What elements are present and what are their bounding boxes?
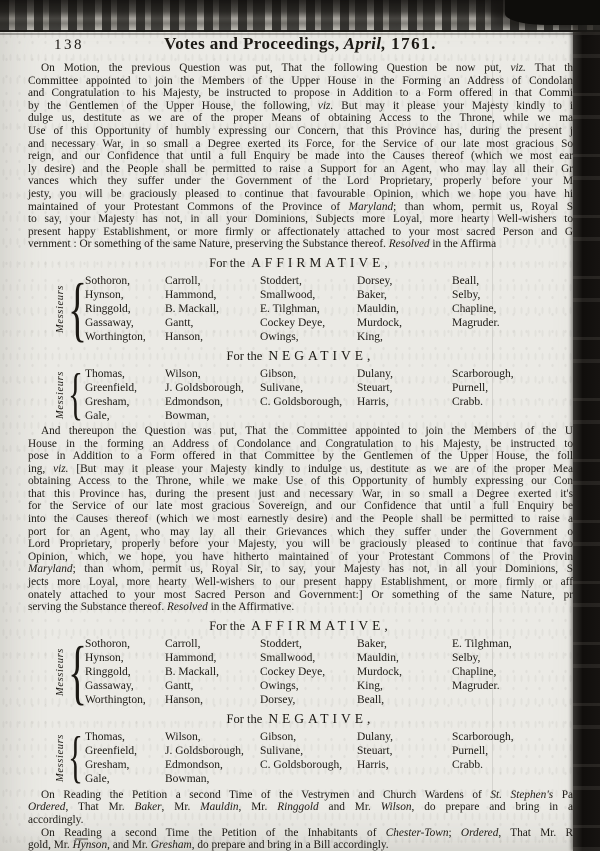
vote-heading-negative-1 <box>28 348 573 364</box>
vote-name-column <box>260 637 357 707</box>
voter-name: Purnell, <box>452 744 489 757</box>
vote-table-negative-2 <box>28 725 573 789</box>
text-line: pose in Addition to a Form offered in that Committee by the Gentlemen of the Upper House, the foll <box>28 450 573 463</box>
voter-name: Mauldin, <box>357 651 399 664</box>
voter-name: Selby, <box>452 288 481 301</box>
messieurs-text: Messieurs <box>55 370 66 419</box>
text-line: maintained of your Protestant Commons of the Province of Maryland; than whom, permit us, Royal S <box>28 200 573 213</box>
voter-name: Edmondson, <box>165 758 223 771</box>
text-line: jesty, you will be graciously pleased to continue that favourable Opinion, which we hope you have hi <box>28 187 573 200</box>
vote-columns <box>85 367 573 423</box>
voter-name: Gresham, <box>85 758 130 771</box>
voter-name: Hynson, <box>85 288 124 301</box>
voter-name: Gale, <box>85 772 110 785</box>
text-line: Lord Proprietary, properly before your Majesty, you will be graciously pleased to continue that favo <box>28 538 573 551</box>
page-content <box>28 33 573 851</box>
vote-heading-affirmative-2 <box>28 618 573 634</box>
voter-name: Thomas, <box>85 730 125 743</box>
right-scan-edge <box>573 0 600 851</box>
messieurs-text: Messieurs <box>55 733 66 782</box>
text-line: serving the Substance thereof. Resolved in the Affirmative. <box>28 601 295 614</box>
voter-name: Gantt, <box>165 679 194 692</box>
text-line: jects more Loyal, more hearty Well-wishers to our present happy Establishment, or more firmly or aff <box>28 576 573 589</box>
voter-name: Purnell, <box>452 381 489 394</box>
voter-name: Steuart, <box>357 744 393 757</box>
voter-name: E. Tilghman, <box>452 637 512 650</box>
voter-name: Dulany, <box>357 730 393 743</box>
text-line: On Reading the Petition a second Time of the Vestrymen and Church Wardens of St. Stephen's Pa <box>41 788 574 801</box>
voter-name: Gantt, <box>165 316 194 329</box>
text-line: Opinion, which, we hope, you have hitherto maintained of your Protestant Commons of the Provin <box>28 550 573 563</box>
voter-name: Murdock, <box>357 316 403 329</box>
vote-name-column <box>260 274 357 344</box>
text-line: onately attached to your most Sacred Person and Government:] Or something of the same Nature, pr <box>28 588 573 601</box>
vote-name-column <box>260 730 357 786</box>
text-line: Maryland; than whom, permit us, Royal Sir, to say, your Majesty has not, in all your Dominions, S <box>28 563 573 576</box>
text-line: accordingly. <box>28 814 84 826</box>
text-line: by the Gentlemen of the Upper House, the following, viz. But may it please your Majesty kindly to i <box>28 99 574 112</box>
vote-name-column <box>357 274 452 344</box>
heading-word: AFFIRMATIVE, <box>251 254 392 270</box>
voter-name: Beall, <box>357 693 385 706</box>
vote-name-column <box>452 637 573 707</box>
text-line: Use of this Opportunity of humbly expressing our Concern, that this Province has, during the present j <box>28 124 573 137</box>
voter-name: Worthington, <box>85 330 146 343</box>
paragraph-petition-st-stephens <box>28 789 573 827</box>
text-line: Ordered, That Mr. Baker, Mr. Mauldin, Mr. Ringgold and Mr. Wilson, do prepare and bring in a <box>28 801 573 814</box>
text-line: On Reading a second Time the Petition of the Inhabitants of Chester-Town; Ordered, That Mr. R <box>41 826 573 839</box>
voter-name: Greenfield, <box>85 744 138 757</box>
heading-prefix: For the <box>226 711 263 726</box>
vote-table-affirmative-2 <box>28 631 573 712</box>
voter-name: Gresham, <box>85 395 130 408</box>
voter-name: Gassaway, <box>85 316 134 329</box>
voter-name: Wilson, <box>165 730 201 743</box>
voter-name: Baker, <box>357 637 387 650</box>
vote-name-column <box>85 367 165 423</box>
voter-name: Bowman, <box>165 409 210 422</box>
voter-name: Stoddert, <box>260 637 302 650</box>
paragraph-petition-chester-town <box>28 827 573 851</box>
brace-glyph: { <box>68 268 88 349</box>
voter-name: Ringgold, <box>85 302 131 315</box>
voter-name: King, <box>357 679 383 692</box>
vote-heading-affirmative-1 <box>28 255 573 271</box>
voter-name: Hammond, <box>165 651 217 664</box>
heading-word: AFFIRMATIVE, <box>251 617 392 633</box>
messieurs-label <box>28 268 88 349</box>
voter-name: J. Goldsborough, <box>165 381 244 394</box>
voter-name: Carroll, <box>165 637 201 650</box>
text-line: vances which they suffer under the Government of the Lord Proprietary, properly before your M <box>28 175 573 188</box>
vote-name-column <box>357 637 452 707</box>
text-line: ing, viz. [But may it please your Majesty kindly to indulge us, destitute as we are of the proper Mea <box>28 462 573 475</box>
page-header <box>28 33 573 59</box>
vote-name-column <box>85 730 165 786</box>
text-line: for the Service of our late most gracious Sovereign, and our Confidence that until a full Enquiry be <box>28 500 573 513</box>
voter-name: Owings, <box>260 330 299 343</box>
heading-prefix: For the <box>226 348 263 363</box>
text-line: and Congratulation to his Majesty, be instructed to propose in Addition to a Form offered in that Commi <box>28 87 573 100</box>
voter-name: Chapline, <box>452 665 497 678</box>
voter-name: B. Mackall, <box>165 665 219 678</box>
brace-glyph: { <box>68 725 84 789</box>
heading-prefix: For the <box>209 255 246 270</box>
vote-columns <box>85 730 573 786</box>
voter-name: J. Goldsborough, <box>165 744 244 757</box>
messieurs-label <box>28 725 85 789</box>
voter-name: King, <box>357 330 383 343</box>
voter-name: Gibson, <box>260 367 297 380</box>
voter-name: Thomas, <box>85 367 125 380</box>
voter-name: Bowman, <box>165 772 210 785</box>
vote-columns <box>85 274 573 344</box>
voter-name: Hynson, <box>85 651 124 664</box>
voter-name: Hanson, <box>165 330 204 343</box>
voter-name: Cockey Deye, <box>260 665 326 678</box>
voter-name: Crabb. <box>452 758 483 771</box>
voter-name: Harris, <box>357 758 389 771</box>
brace-glyph: { <box>68 362 84 426</box>
heading-word: NEGATIVE, <box>268 347 375 363</box>
vote-name-column <box>165 637 260 707</box>
text-line: obtaining Access to the Throne, while we make Use of this Opportunity of humbly expressing our Con <box>28 475 573 488</box>
voter-name: C. Goldsborough, <box>260 395 343 408</box>
paragraph-previous-question <box>28 62 573 251</box>
voter-name: Harris, <box>357 395 389 408</box>
text-line: dulge us, destitute as we are of the proper Means of obtaining Access to the Throne, while we ma <box>28 112 573 125</box>
voter-name: Sulivane, <box>260 381 304 394</box>
text-line: Committee appointed to join the Members of the Upper House in the Forming an Address of Condolan <box>28 74 573 87</box>
voter-name: Chapline, <box>452 302 497 315</box>
title-month: April, <box>343 34 387 53</box>
brace-glyph: { <box>68 631 88 712</box>
vote-name-column <box>165 367 260 423</box>
voter-name: Ringgold, <box>85 665 131 678</box>
vote-columns <box>85 637 573 707</box>
voter-name: Magruder. <box>452 316 500 329</box>
vote-name-column <box>85 274 165 344</box>
voter-name: Owings, <box>260 679 299 692</box>
messieurs-text: Messieurs <box>55 647 66 696</box>
text-line: that this Province has, during the present just and necessary War, in so small a Degree exerted it's <box>28 487 573 500</box>
voter-name: E. Tilghman, <box>260 302 320 315</box>
text-line: port for an Agent, who may lay all their Grievances which they suffer under the Government o <box>28 525 573 538</box>
voter-name: Sothoron, <box>85 274 131 287</box>
voter-name: Wilson, <box>165 367 201 380</box>
vote-name-column <box>452 367 573 423</box>
voter-name: Smallwood, <box>260 288 316 301</box>
paragraph-thereupon-question <box>28 425 573 614</box>
voter-name: Mauldin, <box>357 302 399 315</box>
text-line: to say, your Majesty has not, in all your Dominions, Subjects more Loyal, more hearty Well-wishers to <box>28 213 573 226</box>
vote-name-column <box>260 367 357 423</box>
page-title <box>28 33 573 54</box>
vote-heading-negative-2 <box>28 711 573 727</box>
voter-name: Edmondson, <box>165 395 223 408</box>
voter-name: Hanson, <box>165 693 204 706</box>
voter-name: Dorsey, <box>357 274 393 287</box>
text-line: and necessary War, in so small a Degree exerted its Force, for the Service of our late most gracious So <box>28 137 573 150</box>
corner-scan-blob <box>505 0 600 25</box>
vote-name-column <box>452 274 573 344</box>
messieurs-text: Messieurs <box>55 284 66 333</box>
voter-name: Carroll, <box>165 274 201 287</box>
text-line: present happy Establishment, or more firmly or affectionately attached to your most sacred Person and G <box>28 225 573 238</box>
vote-table-affirmative-1 <box>28 268 573 349</box>
vote-name-column <box>357 730 452 786</box>
vote-name-column <box>85 637 165 707</box>
voter-name: Beall, <box>452 274 480 287</box>
voter-name: Cockey Deye, <box>260 316 326 329</box>
heading-word: NEGATIVE, <box>268 710 375 726</box>
messieurs-label <box>28 362 85 426</box>
text-line: House in the forming an Address of Condolance and Congratulation to his Majesty, be instructed to <box>28 437 573 450</box>
voter-name: Steuart, <box>357 381 393 394</box>
voter-name: Dorsey, <box>260 693 296 706</box>
voter-name: Crabb. <box>452 395 483 408</box>
voter-name: Sothoron, <box>85 637 131 650</box>
voter-name: Stoddert, <box>260 274 302 287</box>
text-line: ly desire) and the People shall be permitted to raise a Support for an Agent, who may lay all their Gr <box>28 162 573 175</box>
voter-name: Greenfield, <box>85 381 138 394</box>
text-line: And thereupon the Question was put, That the Committee appointed to join the Members of the U <box>41 424 573 437</box>
text-line: gold, Mr. Hynson, and Mr. Gresham, do prepare and bring in a Bill accordingly. <box>28 839 389 851</box>
voter-name: Murdock, <box>357 665 403 678</box>
vote-table-negative-1 <box>28 362 573 426</box>
voter-name: B. Mackall, <box>165 302 219 315</box>
voter-name: Dulany, <box>357 367 393 380</box>
text-line: reign, and our Confidence that until a full Enquiry be made into the Causes thereof (which we most ear <box>28 150 573 163</box>
voter-name: Selby, <box>452 651 481 664</box>
voter-name: C. Goldsborough, <box>260 758 343 771</box>
vote-name-column <box>357 367 452 423</box>
vote-name-column <box>452 730 573 786</box>
voter-name: Scarborough, <box>452 367 514 380</box>
messieurs-label <box>28 631 88 712</box>
text-line: vernment : Or something of the same Nature, preserving the Substance thereof. Resolved in the Affirma <box>28 238 497 251</box>
voter-name: Gale, <box>85 409 110 422</box>
heading-prefix: For the <box>209 618 246 633</box>
title-year: 1761. <box>391 34 437 53</box>
voter-name: Smallwood, <box>260 651 316 664</box>
voter-name: Sulivane, <box>260 744 304 757</box>
voter-name: Magruder. <box>452 679 500 692</box>
vote-name-column <box>165 730 260 786</box>
voter-name: Gibson, <box>260 730 297 743</box>
voter-name: Baker, <box>357 288 387 301</box>
voter-name: Hammond, <box>165 288 217 301</box>
page-number: 138 <box>54 37 84 53</box>
voter-name: Gassaway, <box>85 679 134 692</box>
text-line: into the Causes thereof (which we most earnestly desire) and the People shall be permitted to raise a <box>28 513 573 526</box>
voter-name: Worthington, <box>85 693 146 706</box>
vote-name-column <box>165 274 260 344</box>
voter-name: Scarborough, <box>452 730 514 743</box>
title-main: Votes and Proceedings, <box>164 34 340 53</box>
text-line: On Motion, the previous Question was put, That the following Question be now put, viz. That th <box>41 62 573 74</box>
